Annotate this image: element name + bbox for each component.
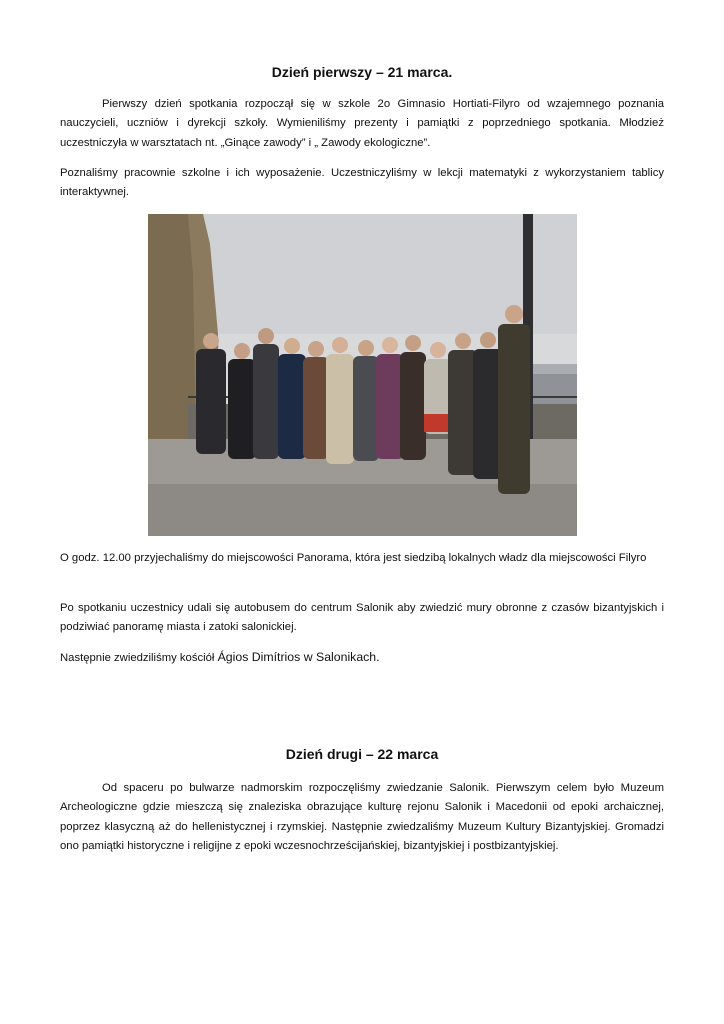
day2-heading: Dzień drugi – 22 marca — [285, 746, 439, 762]
church-name: Ágios Dimítrios w Salonikach. — [217, 650, 380, 664]
day1-paragraph-5-prefix: Następnie zwiedziliśmy kościół — [60, 652, 218, 664]
day1-paragraph-5 — [60, 648, 664, 668]
day1-heading: Dzień pierwszy – 21 marca. — [271, 64, 453, 80]
day2-paragraph-1: Od spaceru po bulwarze nadmorskim rozpoczęliśmy zwiedzanie Salonik. Pierwszym celem było Muzeum Archeologiczne gdzie mieszczą się znaleziska obrazujące kulturę rejonu Salonik i Macedonii od epoki archaicznej, poprzez klasyczną aż do hellenistycznej i rzymskiej. Następnie zwiedzaliśmy Muzeum Kultury Bizantyjskiej. Gromadzi ono pamiątki historyczne i religijne z epoki wczesnochrześcijańskiej, bizantyjskiej i postbizantyjskiej. — [60, 782, 664, 852]
group-photo — [148, 214, 577, 536]
day1-paragraph-1: Pierwszy dzień spotkania rozpoczął się w szkole 2o Gimnasio Hortiati-Filyro od wzajemnego poznania nauczycieli, uczniów i dyrekcji szkoły. Wymieniliśmy prezenty i pamiątki z poprzedniego spotkania. Młodzież uczestniczyła w warsztatach nt. „Ginące zawody” i „ Zawody ekologiczne”. — [60, 98, 664, 149]
day1-paragraph-3: O godz. 12.00 przyjechaliśmy do miejscowości Panorama, która jest siedzibą lokalnych władz dla miejscowości Filyro — [60, 552, 647, 564]
day1-paragraph-2: Poznaliśmy pracownie szkolne i ich wyposażenie. Uczestniczyliśmy w lekcji matematyki z wykorzystaniem tablicy interaktywnej. — [60, 167, 664, 199]
day1-paragraph-4: Po spotkaniu uczestnicy udali się autobusem do centrum Salonik aby zwiedzić mury obronne z czasów bizantyjskich i podziwiać panoramę miasta i zatoki salonickiej. — [60, 602, 664, 634]
